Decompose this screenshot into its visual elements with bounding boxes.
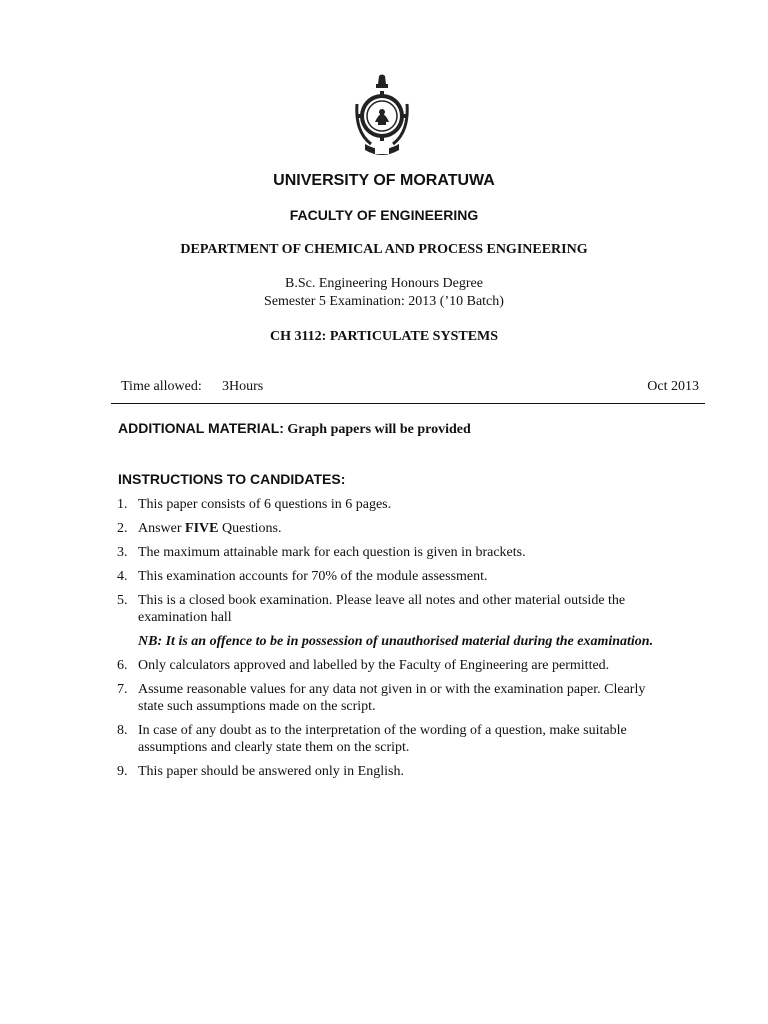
faculty-name: FACULTY OF ENGINEERING [289, 207, 479, 223]
item-number: 4. [117, 569, 128, 584]
university-name: UNIVERSITY OF MORATUWA [273, 172, 495, 189]
list-item [117, 763, 657, 780]
course-title: CH 3112: PARTICULATE SYSTEMS [269, 329, 499, 344]
exam-date: Oct 2013 [647, 379, 699, 394]
item-number: 9. [117, 764, 128, 779]
list-item [117, 496, 657, 513]
department-name: DEPARTMENT OF CHEMICAL AND PROCESS ENGINEERING [180, 242, 588, 257]
item-text-bold: FIVE [185, 521, 219, 536]
item-number: 2. [117, 521, 128, 536]
item-text: This paper should be answered only in English. [138, 764, 404, 779]
item-text: Only calculators approved and labelled by the Faculty of Engineering are permitted. [138, 658, 610, 673]
item-text: The maximum attainable mark for each question is given in brackets. [138, 545, 526, 560]
list-item [117, 657, 657, 674]
item-text-post: Questions. [218, 521, 282, 536]
divider [111, 403, 705, 404]
instructions-list [117, 496, 657, 787]
item-text: In case of any doubt as to the interpretation of the wording of a question, make suitable assumptions and clearly state them on the script. [138, 723, 627, 755]
item-text: This paper consists of 6 questions in 6 pages. [138, 497, 392, 512]
time-allowed-label: Time allowed: [121, 379, 202, 394]
item-number: 6. [117, 658, 128, 673]
list-item [117, 544, 657, 561]
item-text: This examination accounts for 70% of the module assessment. [138, 569, 488, 584]
item-number: 8. [117, 723, 128, 738]
time-allowed-value: 3Hours [222, 379, 264, 394]
nb-note: NB: It is an offence to be in possession of unauthorised material during the examination. [138, 634, 654, 649]
additional-material-heading: ADDITIONAL MATERIAL: [118, 420, 284, 436]
additional-material [118, 420, 471, 438]
list-item [117, 592, 657, 650]
degree-name: B.Sc. Engineering Honours Degree [285, 276, 483, 291]
university-crest-logo [351, 74, 413, 160]
item-number: 3. [117, 545, 128, 560]
additional-material-text: Graph papers will be provided [287, 422, 471, 437]
instructions-heading: INSTRUCTIONS TO CANDIDATES: [118, 471, 346, 487]
list-item [117, 722, 657, 756]
item-number: 1. [117, 497, 128, 512]
item-number: 5. [117, 593, 128, 608]
item-text-pre: Answer [138, 521, 186, 536]
item-text: Assume reasonable values for any data not given in or with the examination paper. Clearly state such assumptions made on the script. [138, 682, 646, 714]
list-item [117, 568, 657, 585]
item-text: This is a closed book examination. Please leave all notes and other material outside the examination hall [138, 593, 626, 625]
list-item [117, 681, 657, 715]
item-number: 7. [117, 682, 128, 697]
semester-info: Semester 5 Examination: 2013 (’10 Batch) [264, 294, 504, 309]
list-item [117, 520, 657, 537]
